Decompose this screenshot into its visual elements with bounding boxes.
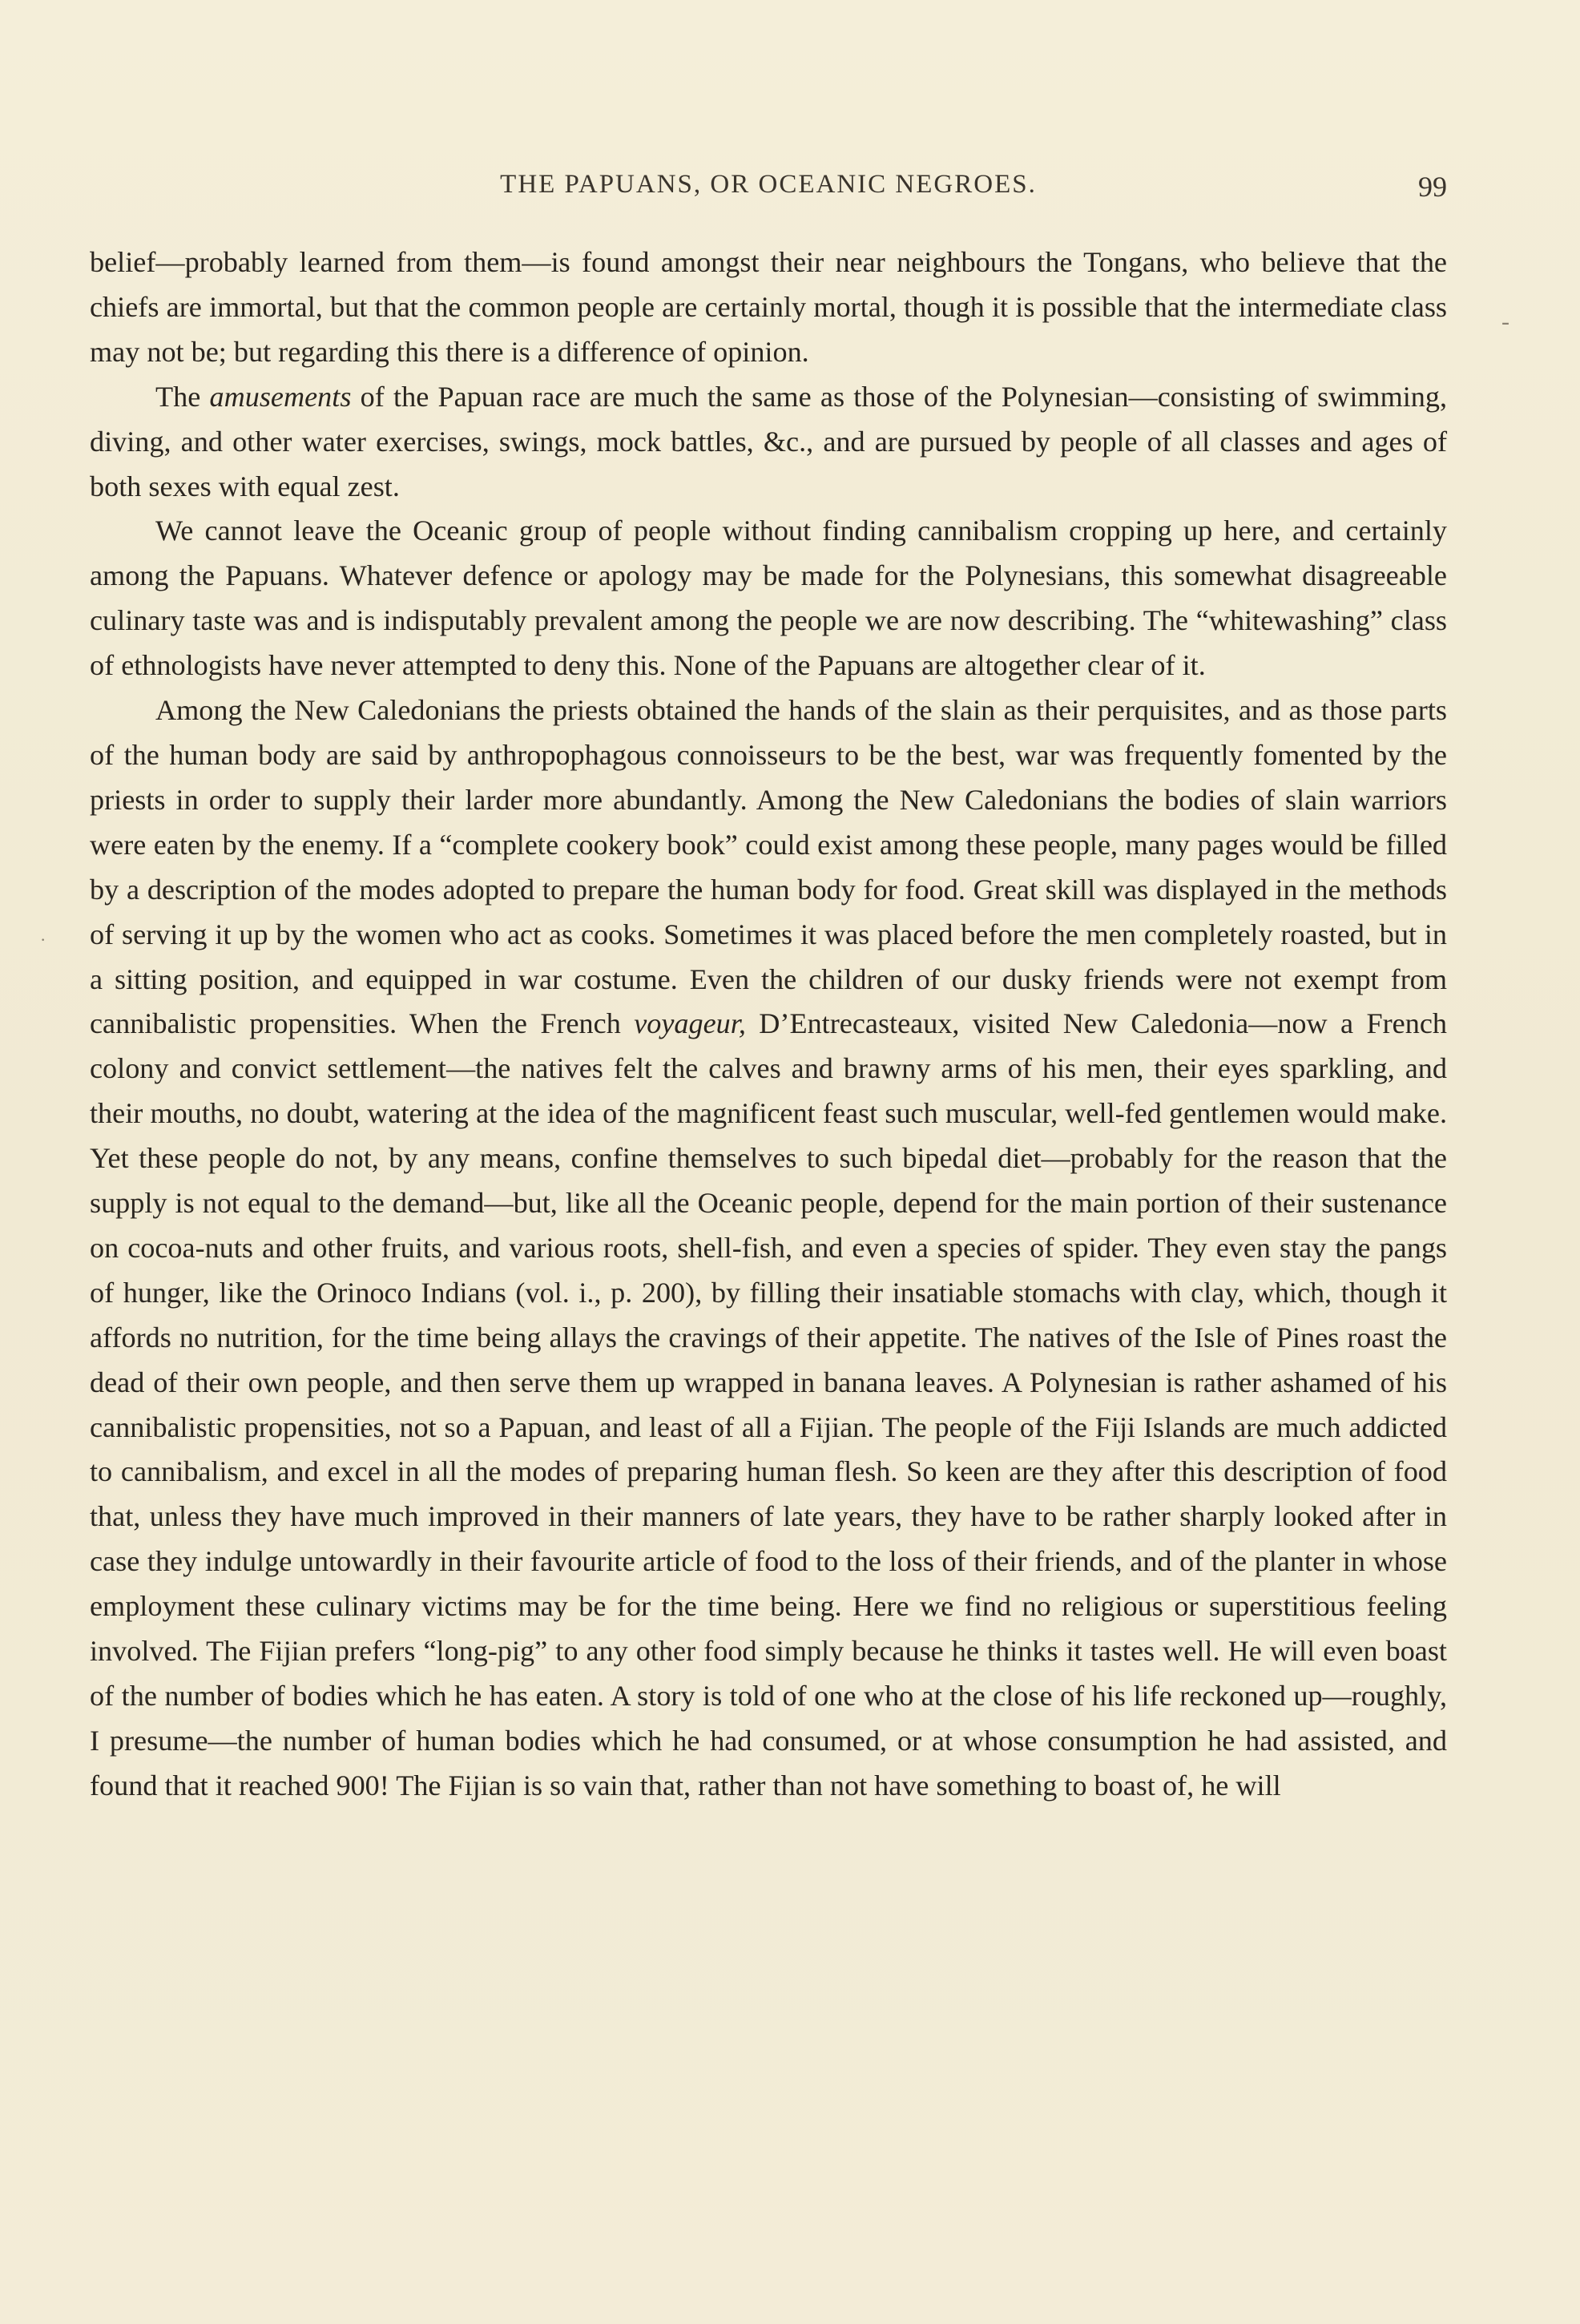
paragraph xyxy=(90,240,1447,375)
paragraph-text: Among the New Caledonians the priests obtained the hands of the slain as their perquisites, and as those parts of the human body are said by anthropophagous connoisseurs to be the best, war was frequently fomented by the priests in order to supply their larder more abundantly. Among the New Caledonians the bodies of slain warriors were eaten by the enemy. If a “complete cookery book” could exist among these people, many pages would be filled by a description of the modes adopted to prepare the human body for food. Great skill was displayed in the methods of serving it up by the women who act as cooks. Sometimes it was placed before the men completely roasted, but in a sitting position, and equipped in war costume. Even the children of our dusky friends were not exempt from cannibalistic propensities. When the French xyxy=(90,694,1447,1040)
paragraph-text: We cannot leave the Oceanic group of people without finding cannibalism cropping up here, and certainly among the Papuans. Whatever defence or apology may be made for the Polynesians, this somewhat disagreeable culinary taste was and is indisputably prevalent among the people we are now describing. The “whitewashing” class of ethnologists have never attempted to deny this. None of the Papuans are altogether clear of it. xyxy=(90,514,1447,682)
margin-dash-mark: - xyxy=(1501,309,1509,335)
paragraph xyxy=(90,688,1447,1809)
running-head: THE PAPUANS, OR OCEANIC NEGROES. xyxy=(500,170,1037,199)
paragraph-text: belief—probably learned from them—is found amongst their near neighbours the Tongans, who believe that the chiefs are immortal, but that the common people are certainly mortal, though it is possible that the intermediate class may not be; but regarding this there is a difference of opinion. xyxy=(90,246,1447,368)
italic-text: voyageur, xyxy=(634,1007,746,1040)
margin-dot-mark: · xyxy=(40,930,46,950)
paragraph xyxy=(90,375,1447,510)
page-header xyxy=(90,170,1447,210)
italic-text: amusements xyxy=(209,380,352,413)
paragraph-text: The xyxy=(155,380,210,413)
paragraph-text: of the Papuan race are much the same as those of the Polynesian—consisting of swimming, diving, and other water exercises, swings, mock battles, &c., and are pursued by people of all classes and ages of both sexes with equal zest. xyxy=(90,380,1448,502)
paragraph xyxy=(90,509,1447,688)
body-text xyxy=(90,240,1447,1809)
paragraph-text: D’Entrecasteaux, visited New Caledonia—now a French colony and convict settlement—the natives felt the calves and brawny arms of his men, their eyes sparkling, and their mouths, no doubt, watering at the idea of the magnificent feast such muscular, well-fed gentlemen would make. Yet these people do not, by any means, confine themselves to such bipedal diet—probably for the reason that the supply is not equal to the demand—but, like all the Oceanic people, depend for the main portion of their sustenance on cocoa-nuts and other fruits, and various roots, shell-fish, and even a species of spider. They even stay the pangs of hunger, like the Orinoco Indians (vol. i., p. 200), by filling their insatiable stomachs with clay, which, though it affords no nutrition, for the time being allays the cravings of their appetite. The natives of the Isle of Pines roast the dead of their own people, and then serve them up wrapped in banana leaves. A Polynesian is rather ashamed of his cannibalistic propensities, not so a Papuan, and least of all a Fijian. The people of the Fiji Islands are much addicted to cannibalism, and excel in all the modes of preparing human flesh. So keen are they after this description of food that, unless they have much improved in their manners of late years, they have to be rather sharply looked after in case they indulge untowardly in their favourite article of food to the loss of their friends, and of the planter in whose employment these culinary victims may be for the time being. Here we find no religious or superstitious feeling involved. The Fijian prefers “long-pig” to any other food simply because he thinks it tastes well. He will even boast of the number of bodies which he has eaten. A story is told of one who at the close of his life reckoned up—roughly, I presume—the number of human bodies which he had consumed, or at whose consumption he had assisted, and found that it reached 900! The Fijian is so vain that, rather than not have something to boast of, he will xyxy=(90,1007,1447,1802)
page-number: 99 xyxy=(1418,171,1447,203)
